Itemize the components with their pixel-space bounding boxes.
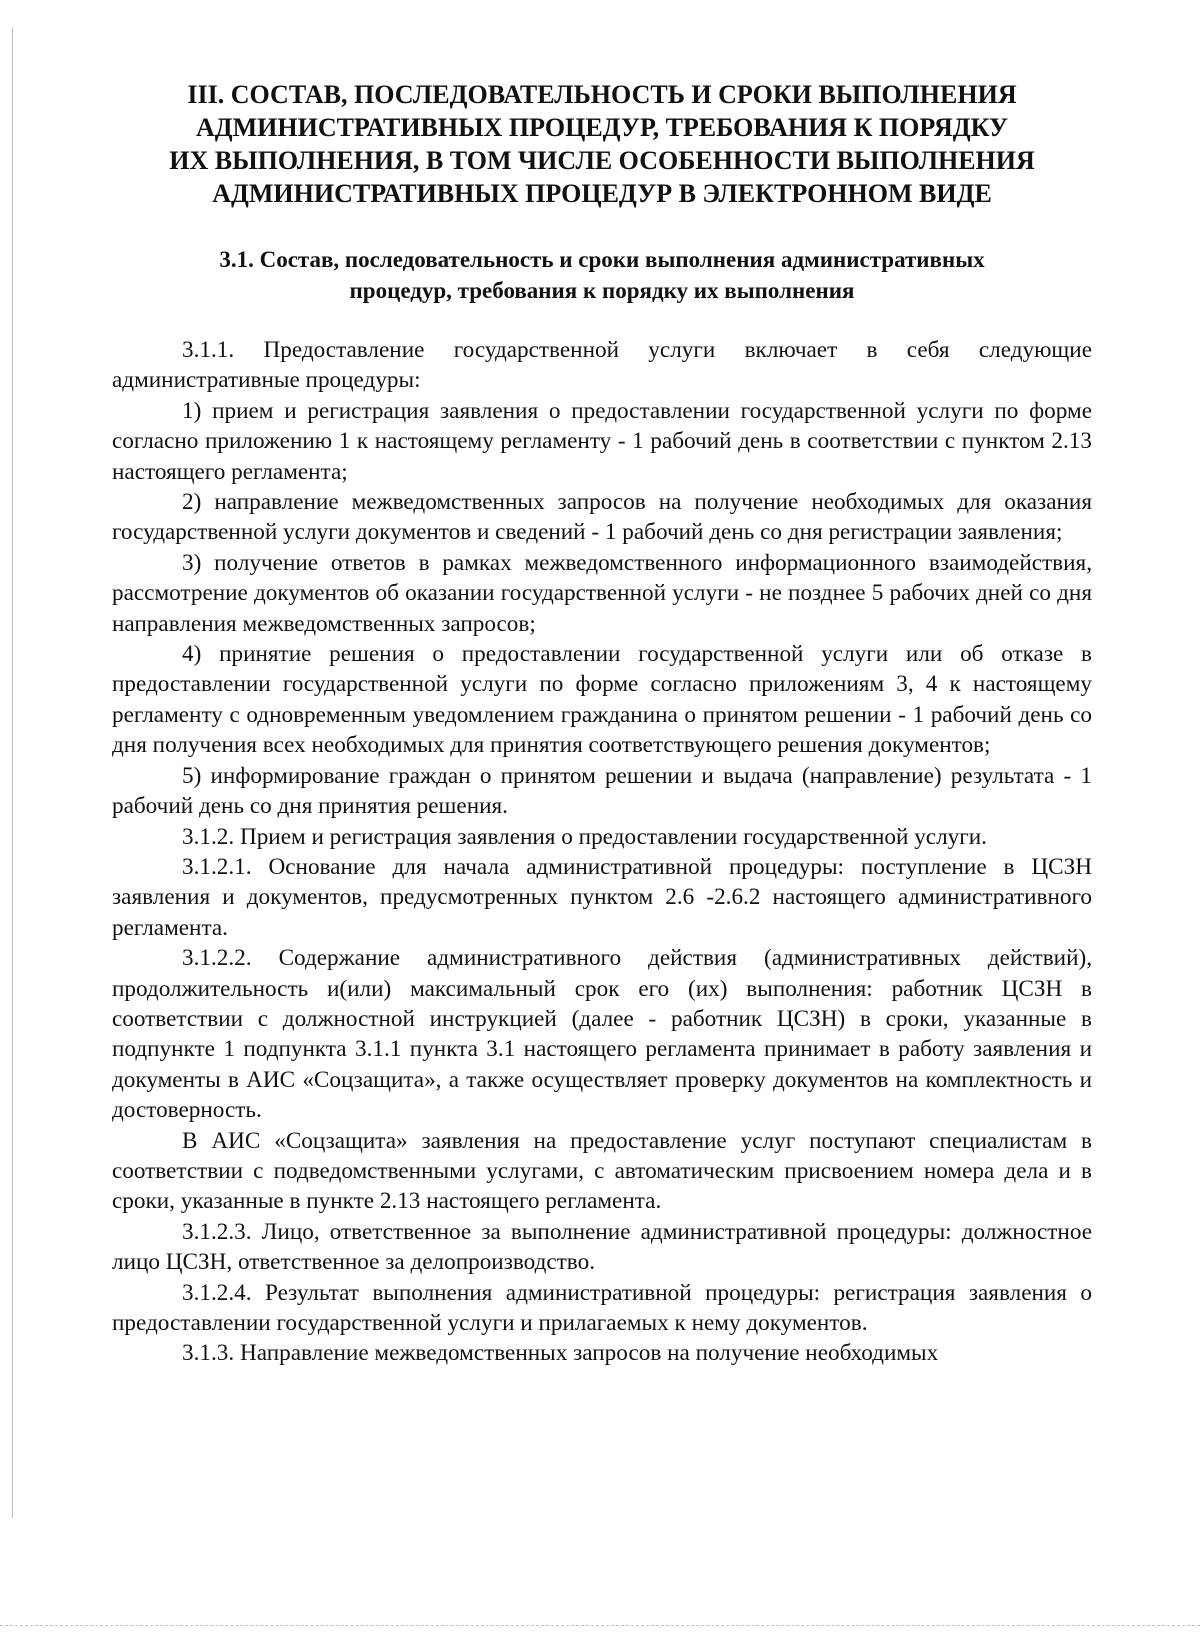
section-title-line: III. СОСТАВ, ПОСЛЕДОВАТЕЛЬНОСТЬ И СРОКИ ВЫПОЛНЕНИЯ (187, 80, 1017, 109)
paragraph-3-1-2: 3.1.2. Прием и регистрация заявления о предоставлении государственной услуги. (182, 823, 987, 850)
section-title-line: АДМИНИСТРАТИВНЫХ ПРОЦЕДУР В ЭЛЕКТРОННОМ ВИДЕ (212, 179, 992, 208)
scan-bottom-edge (0, 1625, 1200, 1626)
paragraph-3-1-1: 3.1.1. Предоставление государственной услуги включает в себя следующие административные процедуры: (112, 337, 1092, 394)
subsection-title (112, 244, 1092, 306)
list-item-4: 4) принятие решения о предоставлении государственной услуги или об отказе в предоставлении государственной услуги по форме согласно приложениям 3, 4 к настоящему регламенту с одновременным уведомлением гражданина о принятом решении - 1 рабочий день со дня получения всех необходимых для принятия соответствующего решения документов; (112, 641, 1092, 759)
scan-edge-line (12, 28, 13, 1518)
subsection-title-line: 3.1. Состав, последовательность и сроки выполнения административных (219, 247, 985, 272)
section-title-line: АДМИНИСТРАТИВНЫХ ПРОЦЕДУР, ТРЕБОВАНИЯ К ПОРЯДКУ (195, 113, 1009, 142)
paragraph-3-1-2-1: 3.1.2.1. Основание для начала административной процедуры: поступление в ЦСЗН заявления и документов, предусмотренных пунктом 2.6 -2.6.2 настоящего административного регламента. (112, 853, 1092, 941)
paragraph-ais-sotszashchita: В АИС «Соцзащита» заявления на предоставление услуг поступают специалистам в соответствии с подведомственными услугами, с автоматическим присвоением номера дела и в сроки, указанные в пункте 2.13 настоящего регламента. (112, 1127, 1092, 1215)
section-title-line: ИХ ВЫПОЛНЕНИЯ, В ТОМ ЧИСЛЕ ОСОБЕННОСТИ ВЫПОЛНЕНИЯ (169, 146, 1035, 175)
paragraph-3-1-3: 3.1.3. Направление межведомственных запросов на получение необходимых (182, 1340, 939, 1367)
paragraph-3-1-2-3: 3.1.2.3. Лицо, ответственное за выполнение административной процедуры: должностное лицо ЦСЗН, ответственное за делопроизводство. (112, 1218, 1092, 1276)
list-item-5: 5) информирование граждан о принятом решении и выдача (направление) результата - 1 рабочий день со дня принятия решения. (112, 762, 1092, 820)
list-item-2: 2) направление межведомственных запросов на получение необходимых для оказания государственной услуги документов и сведений - 1 рабочий день со дня регистрации заявления; (112, 489, 1092, 546)
list-item-1: 1) прием и регистрация заявления о предоставлении государственной услуги по форме согласно приложению 1 к настоящему регламенту - 1 рабочий день в соответствии с пунктом 2.13 настоящего регламента; (112, 397, 1092, 485)
section-title (112, 78, 1092, 210)
list-item-3: 3) получение ответов в рамках межведомственного информационного взаимодействия, рассмотрение документов об оказании государственной услуги - не позднее 5 рабочих дней со дня направления межведомственных запросов; (112, 549, 1092, 637)
paragraph-3-1-2-2: 3.1.2.2. Содержание административного действия (административных действий), продолжительность и(или) максимальный срок его (их) выполнения: работник ЦСЗН в соответствии с должностной инструкцией (далее - работник ЦСЗН) в сроки, указанные в подпункте 1 подпункта 3.1.1 пункта 3.1 настоящего регламента принимает в работу заявления и документы в АИС «Соцзащита», а также осуществляет проверку документов на комплектность и достоверность. (112, 945, 1092, 1124)
subsection-title-line: процедур, требования к порядку их выполнения (349, 278, 855, 303)
body-text (112, 335, 1092, 1369)
paragraph-3-1-2-4: 3.1.2.4. Результат выполнения административной процедуры: регистрация заявления о предоставлении государственной услуги и прилагаемых к нему документов. (112, 1279, 1092, 1336)
